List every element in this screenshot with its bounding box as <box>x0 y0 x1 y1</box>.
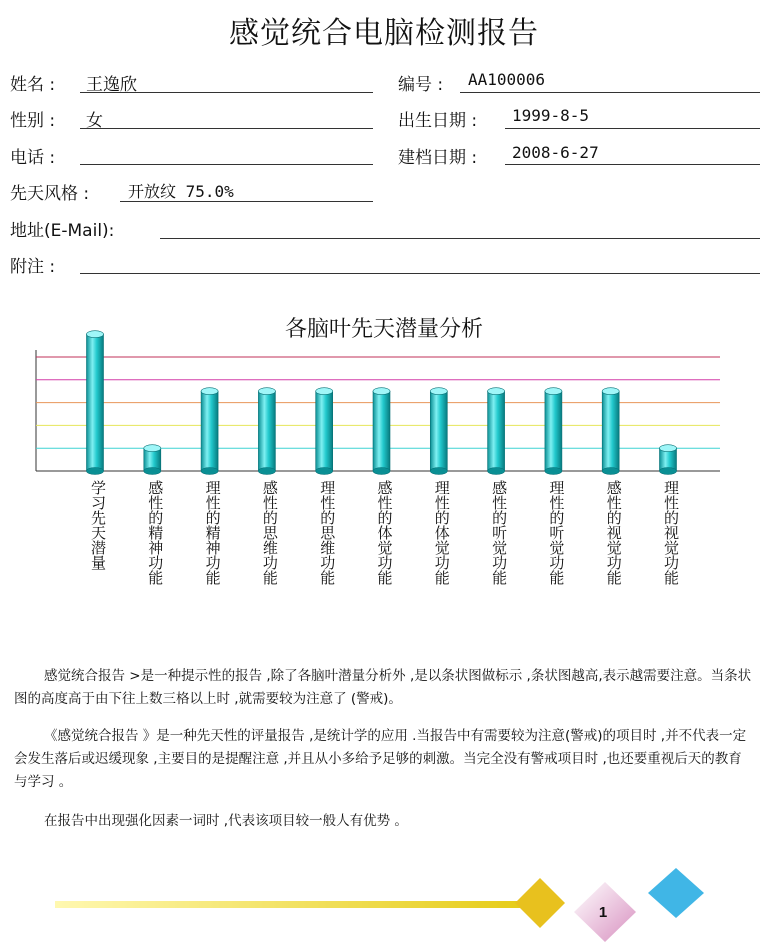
report-title: 感觉统合电脑检测报告 <box>229 16 539 51</box>
category-label: 理性的精神功能 <box>203 480 222 585</box>
category-label: 学习先天潜量 <box>89 480 107 570</box>
bar <box>201 388 218 475</box>
id-line <box>460 92 760 93</box>
address-label: 地址(E-Mail): <box>10 221 115 241</box>
style-value: 开放纹 75.0% <box>128 182 234 201</box>
bar <box>258 388 275 475</box>
gender-line <box>80 128 373 129</box>
category-label: 理性的视觉功能 <box>662 480 680 585</box>
category-label: 理性的思维功能 <box>318 480 337 585</box>
bar <box>660 445 677 475</box>
chart-title: 各脑叶先天潜量分析 <box>284 317 483 342</box>
phone-label: 电话 : <box>10 148 56 168</box>
category-label: 感性的体觉功能 <box>375 480 394 585</box>
footer-decoration <box>0 860 768 946</box>
gender-value: 女 <box>86 111 103 131</box>
category-label: 理性的听觉功能 <box>547 480 566 585</box>
phone-line <box>80 164 373 165</box>
birth-label: 出生日期 : <box>398 111 478 131</box>
note-label: 附注 : <box>10 257 56 277</box>
category-label: 理性的体觉功能 <box>432 480 451 585</box>
address-line <box>160 238 760 239</box>
created-line <box>505 164 760 165</box>
created-value: 2008-6-27 <box>512 143 599 162</box>
category-label: 感性的思维功能 <box>260 480 279 585</box>
bar <box>602 388 619 475</box>
category-label: 感性的视觉功能 <box>604 480 623 585</box>
footer-yellow-line <box>55 901 525 908</box>
created-label: 建档日期 : <box>398 148 478 168</box>
bar <box>144 445 161 475</box>
blue-diamond <box>648 868 704 918</box>
name-label: 姓名 : <box>10 75 56 95</box>
paragraph-1: 感觉统合报告 >是一种提示性的报告 ,除了各脑叶潜量分析外 ,是以条状图做标示 ,条状图越高,表示越需要注意。当条状图的高度高于由下往上数三格以上时 ,就需要较为注意了 (警戒)。 <box>14 668 752 707</box>
gender-label: 性别 : <box>10 111 56 131</box>
potential-bar-chart <box>0 320 768 490</box>
birth-line <box>505 128 760 129</box>
style-label: 先天风格 : <box>10 184 90 204</box>
note-line <box>80 273 760 274</box>
paragraph-3: 在报告中出现强化因素一词时 ,代表该项目较一般人有优势 。 <box>44 813 408 829</box>
bar <box>545 388 562 475</box>
bar <box>430 388 447 475</box>
yellow-diamond <box>515 878 565 928</box>
category-label: 感性的精神功能 <box>146 480 165 585</box>
bar <box>87 331 104 475</box>
id-label: 编号 : <box>398 75 444 95</box>
bar <box>373 388 390 475</box>
id-value: AA100006 <box>468 70 546 89</box>
name-value: 王逸欣 <box>86 75 137 95</box>
bar <box>316 388 333 475</box>
page-number: 1 <box>598 904 608 921</box>
paragraph-2: 《感觉统合报告 》是一种先天性的评量报告 ,是统计学的应用 .当报告中有需要较为注意(警戒)的项目时 ,并不代表一定会发生落后或迟缓现象 ,主要目的是提醒注意 ,并且从小多给予足够的刺激。当完全没有警戒项目时 ,也还要重视后天的教育与学习 。 <box>14 728 747 790</box>
birth-value: 1999-8-5 <box>512 106 590 125</box>
bar <box>488 388 505 475</box>
category-label: 感性的听觉功能 <box>490 480 509 585</box>
